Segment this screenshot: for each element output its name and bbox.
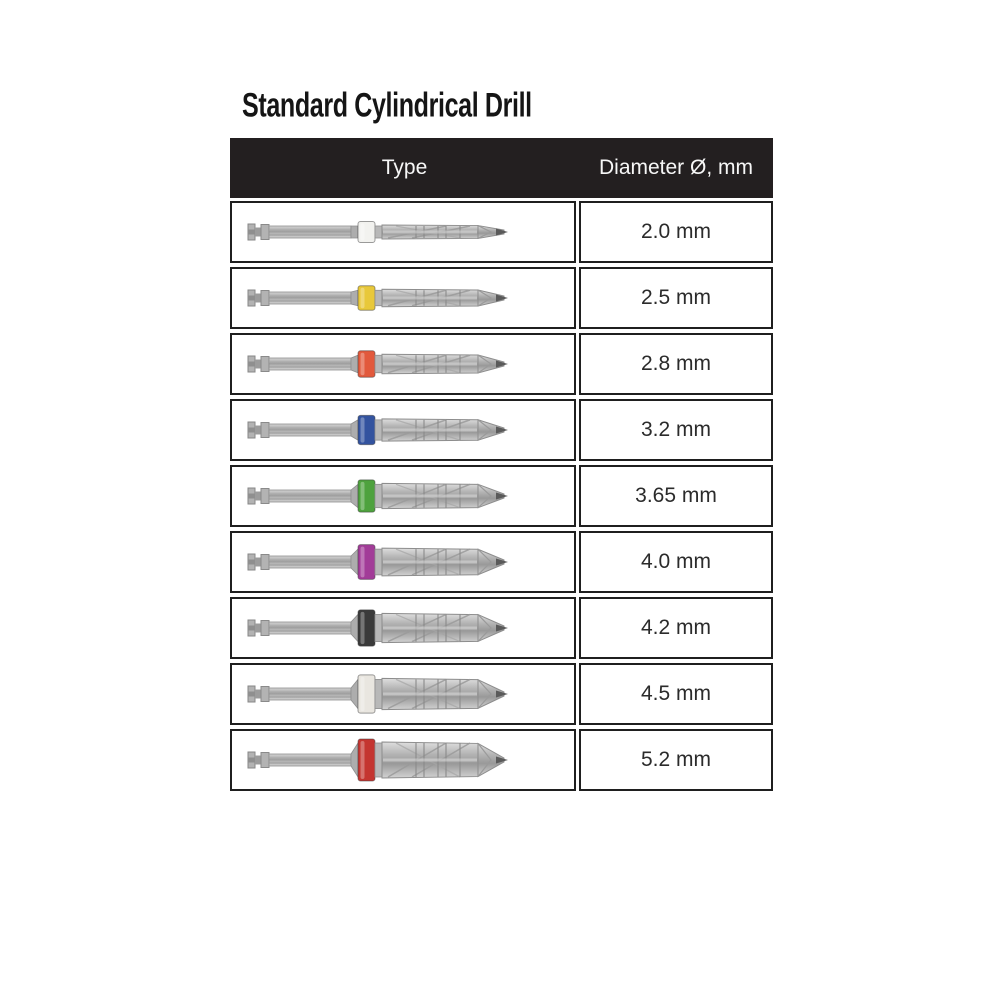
band-magenta <box>358 545 375 580</box>
table-row <box>230 531 773 593</box>
table-header <box>230 138 773 198</box>
drill-shaft <box>269 679 358 708</box>
drill-shank <box>248 554 269 570</box>
band-black <box>358 610 375 646</box>
drill-illustration <box>246 338 566 390</box>
diameter-cell <box>579 333 773 395</box>
drill-type-cell <box>230 399 576 461</box>
diameter-cell <box>579 729 773 791</box>
diameter-value: 2.5 mm <box>640 286 711 309</box>
drill-illustration <box>246 272 566 324</box>
drill-shank <box>248 224 269 240</box>
drill-type-cell <box>230 201 576 263</box>
drill-shaft <box>269 290 358 305</box>
table-row <box>230 663 773 725</box>
diameter-value: 4.0 mm <box>640 550 711 573</box>
drill-type-cell <box>230 729 576 791</box>
band-blue <box>358 415 375 444</box>
diameter-cell <box>579 663 773 725</box>
drill-shaft <box>269 549 358 575</box>
drill-shank <box>248 752 269 768</box>
drill-illustration <box>246 470 566 522</box>
drill-body <box>375 548 508 576</box>
drill-shank <box>248 290 269 306</box>
table-row <box>230 465 773 527</box>
drill-illustration <box>246 602 566 654</box>
drill-shaft <box>269 743 358 777</box>
diameter-cell <box>579 399 773 461</box>
table-row <box>230 597 773 659</box>
diameter-cell <box>579 531 773 593</box>
diameter-cell <box>579 465 773 527</box>
drill-body <box>375 225 508 239</box>
drill-body <box>375 742 508 778</box>
diameter-value: 3.2 mm <box>640 418 711 441</box>
diameter-cell <box>579 267 773 329</box>
drill-illustration <box>246 734 566 786</box>
drill-type-cell <box>230 597 576 659</box>
table-row <box>230 333 773 395</box>
drill-type-cell <box>230 663 576 725</box>
drill-type-cell <box>230 267 576 329</box>
band-green <box>358 480 375 512</box>
drill-body <box>375 289 508 306</box>
drill-shank <box>248 620 269 636</box>
band-red <box>358 739 375 781</box>
drill-shank <box>248 686 269 702</box>
diameter-value: 2.8 mm <box>640 352 711 375</box>
drill-shaft <box>269 614 358 641</box>
diameter-value: 2.0 mm <box>640 220 711 243</box>
catalog-section <box>230 85 773 791</box>
drill-type-cell <box>230 333 576 395</box>
table-row <box>230 399 773 461</box>
diameter-cell <box>579 201 773 263</box>
drill-type-cell <box>230 531 576 593</box>
diameter-value: 4.5 mm <box>640 682 711 705</box>
drill-illustration <box>246 206 566 258</box>
band-orange <box>358 351 375 378</box>
drill-type-cell <box>230 465 576 527</box>
diameter-cell <box>579 597 773 659</box>
drill-body <box>375 354 508 374</box>
diameter-value: 3.65 mm <box>635 484 717 507</box>
band-ivory <box>358 675 375 713</box>
drill-illustration <box>246 404 566 456</box>
drill-shank <box>248 422 269 438</box>
drill-illustration <box>246 668 566 720</box>
table-row <box>230 729 773 791</box>
diameter-value: 5.2 mm <box>640 748 711 771</box>
drill-body <box>375 483 508 508</box>
drill-shaft <box>269 420 358 440</box>
drill-shaft <box>269 355 358 373</box>
drill-shaft <box>269 484 358 507</box>
drill-shaft <box>269 226 358 238</box>
table-row <box>230 201 773 263</box>
drill-shank <box>248 356 269 372</box>
drill-body <box>375 419 508 441</box>
drill-body <box>375 613 508 642</box>
drill-illustration <box>246 536 566 588</box>
table-row <box>230 267 773 329</box>
column-header-diameter: Diameter Ø, mm <box>598 156 753 179</box>
diameter-value: 4.2 mm <box>640 616 711 639</box>
drill-shank <box>248 488 269 504</box>
band-white <box>358 222 375 243</box>
table-body <box>230 201 773 791</box>
drill-body <box>375 678 508 709</box>
column-header-type: Type <box>381 156 428 179</box>
page-title: Standard Cylindrical Drill <box>242 85 532 124</box>
band-yellow <box>358 286 375 310</box>
